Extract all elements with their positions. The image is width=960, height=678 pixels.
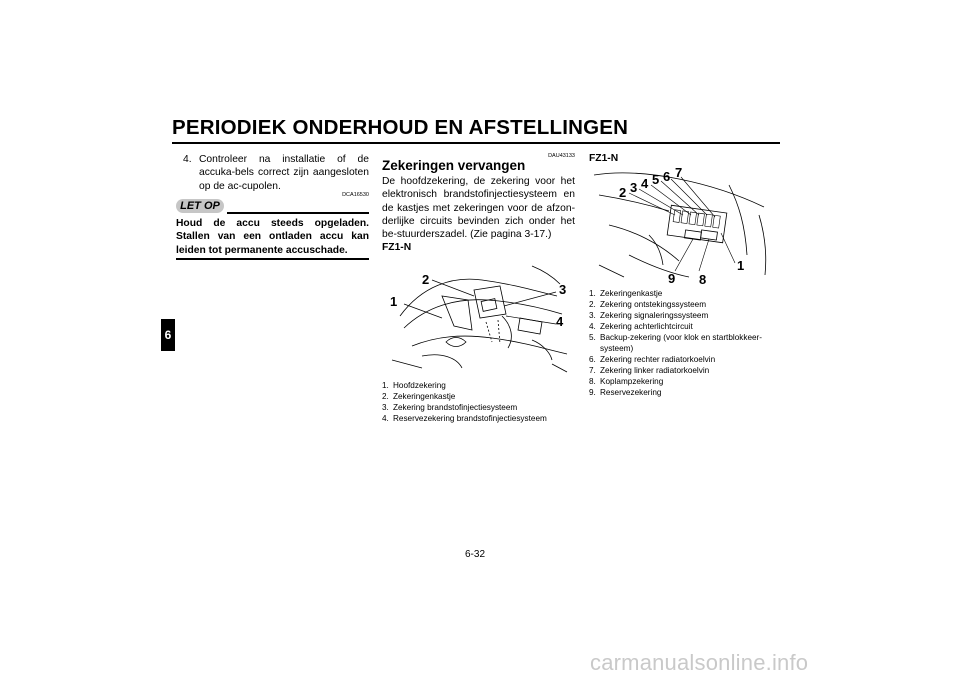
- section-code: DAU43133: [548, 153, 575, 159]
- chapter-tab: 6: [161, 319, 175, 351]
- legend-item: 2. Zekering ontstekingssysteem: [589, 300, 707, 309]
- fuse-box-illustration: [589, 165, 784, 285]
- legend-item: 4. Reservezekering brandstofinjectiesysteem: [382, 414, 547, 423]
- callout-1: 1: [737, 258, 745, 273]
- callout-1: 1: [390, 294, 398, 309]
- legend-item: 4. Zekering achterlichtcircuit: [589, 322, 693, 331]
- legend-item: 1. Hoofdzekering: [382, 381, 446, 390]
- callout-2: 2: [619, 185, 627, 200]
- callout-6: 6: [663, 169, 671, 184]
- legend-item: 3. Zekering signaleringssysteem: [589, 311, 709, 320]
- callout-2: 2: [422, 272, 430, 287]
- legend-item: 7. Zekering linker radiatorkoelvin: [589, 366, 710, 375]
- legend-item: 6. Zekering rechter radiatorkoelvin: [589, 355, 716, 364]
- legend-a: [382, 380, 577, 424]
- caution-rule-bottom: [176, 258, 369, 260]
- watermark: carmanualsonline.info: [590, 650, 809, 675]
- caution-text: Houd de accu steeds opgeladen. Stallen van een ontladen accu kan leiden tot permanente accuschade.: [176, 218, 369, 256]
- legend-item: 8. Koplampzekering: [589, 377, 664, 386]
- section-body: De hoofdzekering, de zekering voor het elektronisch brandstofinjectiesysteem en de kastjes met zekeringen voor de afzon-derlijke circuits bevinden zich onder het be-stuurderszadel. (Zie pagina 3-17.): [382, 176, 575, 241]
- callout-3: 3: [559, 282, 567, 297]
- step-text: Controleer na installatie of de accuka-bels correct zijn aangesloten op de ac-cupolen.: [199, 154, 369, 192]
- page-title: PERIODIEK ONDERHOUD EN AFSTELLINGEN: [172, 116, 629, 139]
- legend-item: 9. Reservezekering: [589, 388, 662, 397]
- legend-item: 3. Zekering brandstofinjectiesysteem: [382, 403, 518, 412]
- legend-item: 5. Backup-zekering (voor klok en startblokkeer-systeem): [589, 333, 762, 353]
- caution-rule-top: [227, 212, 369, 214]
- caution-code: DCA16530: [342, 192, 369, 198]
- callout-4: 4: [641, 176, 649, 191]
- callout-4: 4: [556, 314, 564, 329]
- title-rule: [172, 142, 780, 144]
- callout-3: 3: [630, 180, 638, 195]
- legend-item: 2. Zekeringenkastje: [382, 392, 456, 401]
- legend-b: [589, 288, 789, 398]
- callout-9: 9: [668, 271, 676, 285]
- callout-8: 8: [699, 272, 707, 285]
- model-label-a: FZ1-N: [382, 242, 412, 253]
- section-title: Zekeringen vervangen: [382, 158, 526, 173]
- fuse-location-illustration: [382, 256, 577, 380]
- callout-5: 5: [652, 172, 660, 187]
- callout-7: 7: [675, 165, 683, 180]
- model-label-b: FZ1-N: [589, 153, 619, 164]
- caution-badge: LET OP: [176, 199, 224, 213]
- step-number: 4.: [183, 154, 192, 165]
- legend-item: 1. Zekeringenkastje: [589, 289, 663, 298]
- motorcycle-seat-area-drawing: [392, 266, 567, 372]
- page-number: 6-32: [465, 549, 486, 560]
